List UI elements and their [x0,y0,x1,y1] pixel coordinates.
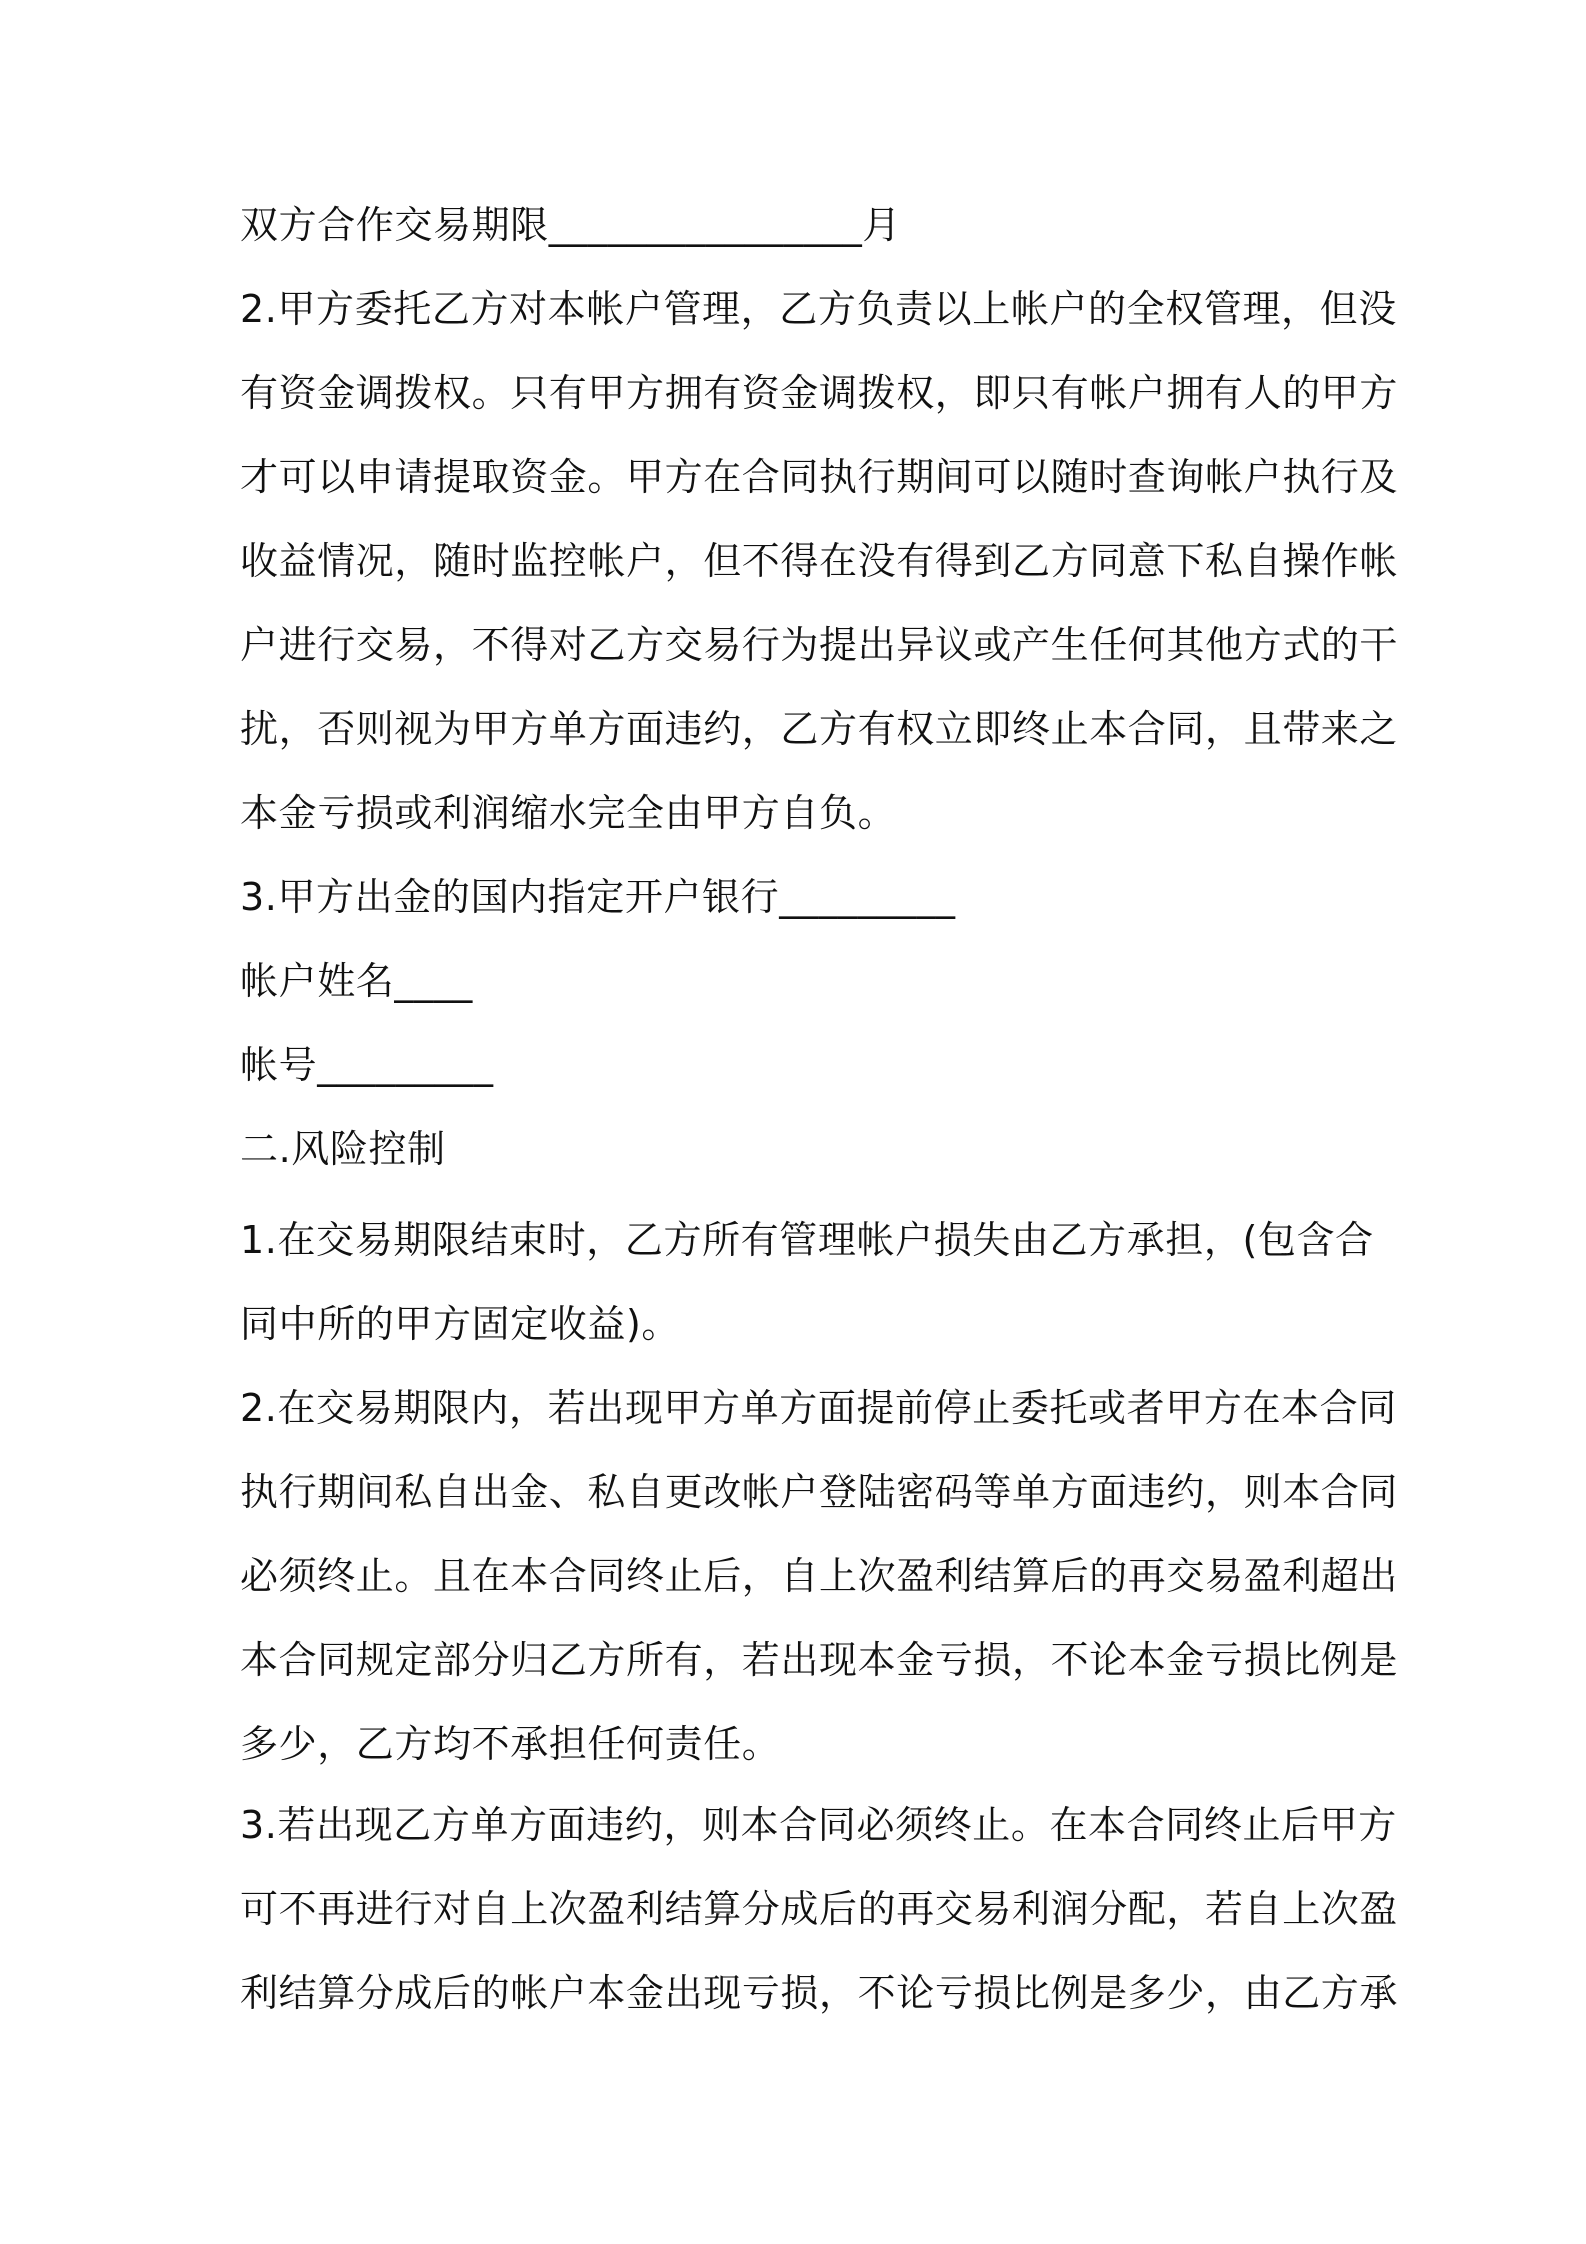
text-line: 多少，乙方均不承担任何责任。 [240,1722,781,1766]
text-line: 本合同规定部分归乙方所有，若出现本金亏损，不论本金亏损比例是 [240,1638,1399,1682]
text-line: 有资金调拨权。只有甲方拥有资金调拨权，即只有帐户拥有人的甲方 [240,371,1399,415]
text-line: 扰，否则视为甲方单方面违约，乙方有权立即终止本合同，且带来之 [240,707,1399,751]
text-line: 2.甲方委托乙方对本帐户管理，乙方负责以上帐户的全权管理，但没 [240,287,1397,331]
text-line: 2.在交易期限内，若出现甲方单方面提前停止委托或者甲方在本合同 [240,1386,1397,1430]
text-line: 本金亏损或利润缩水完全由甲方自负。 [240,791,897,835]
text-line: 收益情况，随时监控帐户，但不得在没有得到乙方同意下私自操作帐 [240,539,1399,583]
text-line: 户进行交易，不得对乙方交易行为提出异议或产生任何其他方式的干 [240,623,1399,667]
text-line: 可不再进行对自上次盈利结算分成后的再交易利润分配，若自上次盈 [240,1887,1399,1931]
text-line-term: 双方合作交易期限________________月 [240,203,902,247]
text-line-account-name: 帐户姓名____ [240,959,473,1003]
text-line-bank: 3.甲方出金的国内指定开户银行_________ [240,875,956,919]
text-line: 同中所的甲方固定收益)。 [240,1302,681,1346]
text-line: 利结算分成后的帐户本金出现亏损，不论亏损比例是多少，由乙方承 [240,1971,1399,2015]
text-line-account-number: 帐号_________ [240,1043,494,1087]
section-heading-risk-control: 二.风险控制 [240,1127,446,1171]
text-line: 3.若出现乙方单方面违约，则本合同必须终止。在本合同终止后甲方 [240,1803,1397,1847]
text-line: 必须终止。且在本合同终止后，自上次盈利结算后的再交易盈利超出 [240,1554,1399,1598]
text-line: 执行期间私自出金、私自更改帐户登陆密码等单方面违约，则本合同 [240,1470,1399,1514]
text-line: 才可以申请提取资金。甲方在合同执行期间可以随时查询帐户执行及 [240,455,1399,499]
text-line: 1.在交易期限结束时，乙方所有管理帐户损失由乙方承担，(包含合 [240,1218,1374,1262]
